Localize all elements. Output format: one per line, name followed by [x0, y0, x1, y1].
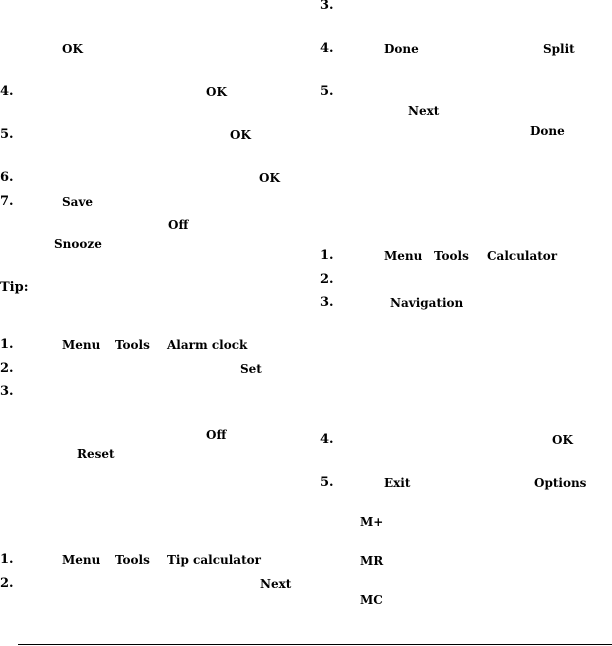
menu-label: Menu: [62, 338, 101, 352]
set-label: Set: [240, 362, 262, 376]
done-label: Done: [384, 42, 419, 56]
step-number-1: 1.: [320, 248, 334, 263]
tools-label: Tools: [115, 338, 150, 352]
tip-heading: Tip:: [0, 280, 29, 295]
memory-recall-label: MR: [360, 554, 384, 568]
step-number-4: 4.: [320, 432, 334, 447]
done-label: Done: [530, 124, 565, 138]
exit-label: Exit: [384, 476, 411, 490]
tip-calculator-label: Tip calculator: [167, 553, 261, 567]
menu-label: Menu: [384, 249, 423, 263]
next-label: Next: [260, 577, 292, 591]
step-number-1: 1.: [0, 337, 14, 352]
off-label: Off: [206, 428, 227, 442]
step-number-4: 4.: [320, 41, 334, 56]
memory-clear-label: MC: [360, 593, 383, 607]
navigation-label: Navigation: [390, 296, 464, 310]
split-label: Split: [543, 42, 575, 56]
alarm-clock-label: Alarm clock: [167, 338, 248, 352]
step-number-2: 2.: [320, 272, 334, 287]
step-number-3: 3.: [0, 384, 14, 399]
step-number-5: 5.: [320, 475, 334, 490]
step-number-3: 3.: [320, 0, 334, 13]
ok-label: OK: [552, 433, 573, 447]
step-number-3: 3.: [320, 295, 334, 310]
ok-label: OK: [62, 42, 83, 56]
step-number-1: 1.: [0, 552, 14, 567]
ok-label: OK: [230, 128, 251, 142]
memory-add-label: M+: [360, 515, 384, 529]
off-label: Off: [168, 218, 189, 232]
calculator-label: Calculator: [487, 249, 558, 263]
page-bottom-rule: [18, 644, 612, 645]
ok-label: OK: [206, 85, 227, 99]
step-number-4: 4.: [0, 84, 14, 99]
step-number-7: 7.: [0, 194, 14, 209]
step-number-2: 2.: [0, 361, 14, 376]
step-number-2: 2.: [0, 576, 14, 591]
step-number-6: 6.: [0, 170, 14, 185]
menu-label: Menu: [62, 553, 101, 567]
step-number-5: 5.: [0, 127, 14, 142]
save-label: Save: [62, 195, 94, 209]
ok-label: OK: [259, 171, 280, 185]
tools-label: Tools: [434, 249, 469, 263]
options-label: Options: [534, 476, 587, 490]
tools-label: Tools: [115, 553, 150, 567]
next-label: Next: [408, 104, 440, 118]
step-number-5: 5.: [320, 84, 334, 99]
reset-label: Reset: [77, 447, 115, 461]
snooze-label: Snooze: [54, 237, 102, 251]
